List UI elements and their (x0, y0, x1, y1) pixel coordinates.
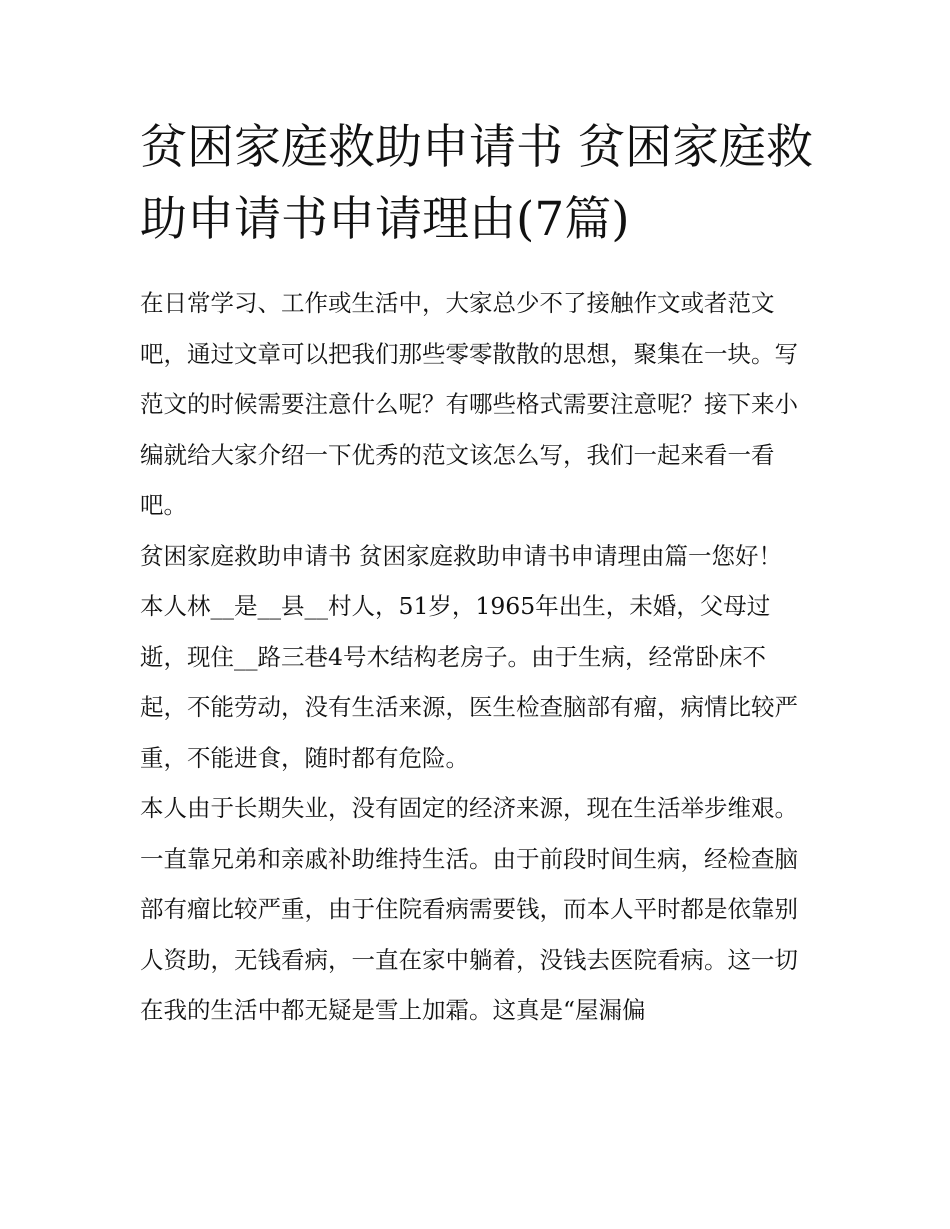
paragraph-hardship: 本人由于长期失业，没有固定的经济来源，现在生活举步维艰。一直靠兄弟和亲戚补助维持生活。由于前段时间生病，经检查脑部有瘤比较严重，由于住院看病需要钱，而本人平时都是依靠别人资助，无钱看病，一直在家中躺着，没钱去医院看病。这一切在我的生活中都无疑是雪上加霜。这真是“屋漏偏 (140, 794, 798, 1024)
paragraph-personal-info: 本人林__是__县__村人，51岁，1965年出生，未婚，父母过逝，现住__路三巷4号木结构老房子。由于生病，经常卧床不起，不能劳动，没有生活来源，医生检查脑部有瘤，病情比较严重，不能进食，随时都有危险。 (140, 592, 798, 772)
paragraph-section-heading: 贫困家庭救助申请书 贫困家庭救助申请书申请理由篇一您好！ (140, 541, 782, 570)
document-body (140, 278, 812, 1036)
document-title: 贫困家庭救助申请书 贫困家庭救助申请书申请理由(7篇) (140, 120, 813, 247)
paragraph-intro: 在日常学习、工作或生活中，大家总少不了接触作文或者范文吧，通过文章可以把我们那些零零散散的思想，聚集在一块。写范文的时候需要注意什么呢？有哪些格式需要注意呢？接下来小编就给大家介绍一下优秀的范文该怎么写，我们一起来看一看吧。 (140, 289, 798, 519)
